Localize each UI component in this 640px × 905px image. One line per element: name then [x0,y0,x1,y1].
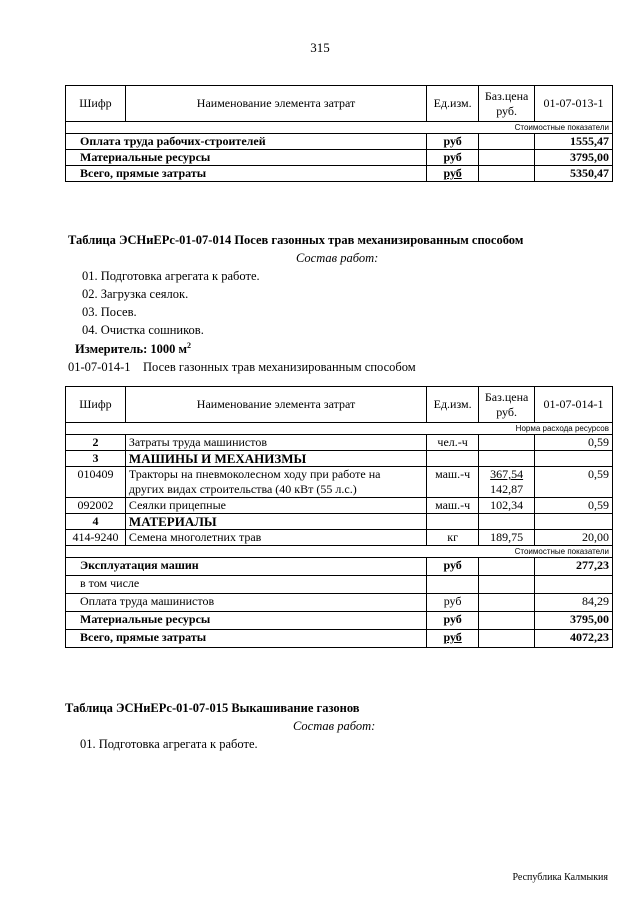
table-row: Эксплуатация машин руб 277,23 [66,558,613,576]
table-row: Оплата труда машинистов руб 84,29 [66,594,613,612]
table-row: в том числе [66,576,613,594]
table-row: 3 МАШИНЫ И МЕХАНИЗМЫ [66,451,613,467]
table-row: 414-9240 Семена многолетних трав кг 189,75 20,00 [66,530,613,546]
work-item: 03. Посев. [82,305,137,319]
table-row: Материальные ресурсы руб 3795,00 [66,150,613,166]
header-price: Баз.цена руб. [479,387,535,423]
band-cost: Стоимостные показатели [66,546,613,558]
table-row: 2 Затраты труда машинистов чел.-ч 0,59 [66,435,613,451]
table-title-014: Таблица ЭСНиЕРс-01-07-014 Посев газонных трав механизированным способом [68,233,524,247]
band-cost: Стоимостные показатели [66,122,613,134]
work-composition-label: Состав работ: [296,251,379,265]
header-unit: Ед.изм. [427,387,479,423]
work-item: 02. Загрузка сеялок. [82,287,189,301]
table-row: Материальные ресурсы руб 3795,00 [66,612,613,630]
measure-unit: Измеритель: 1000 $м^2$ [75,341,192,357]
cost-table-013 [65,85,613,182]
header-code: Шифр [66,86,126,122]
header-name: Наименование элемента затрат [125,387,426,423]
footer-region: Республика Калмыкия [512,872,608,883]
table-row: 4 МАТЕРИАЛЫ [66,514,613,530]
cost-table-014 [65,386,613,648]
table-row: Всего, прямые затраты руб 4072,23 [66,630,613,648]
header-name: Наименование элемента затрат [125,86,426,122]
norm-code-line: 01-07-014-1 Посев газонных трав механизированным способом [68,360,416,374]
work-item: 01. Подготовка агрегата к работе. [80,737,258,751]
header-unit: Ед.изм. [427,86,479,122]
work-item: 01. Подготовка агрегата к работе. [82,269,260,283]
table-title-015: Таблица ЭСНиЕРс-01-07-015 Выкашивание газонов [65,701,360,715]
table-row: 092002 Сеялки прицепные маш.-ч 102,34 0,59 [66,498,613,514]
header-price: Баз.цена руб. [479,86,535,122]
header-id: 01-07-014-1 [535,387,613,423]
band-norm: Норма расхода ресурсов [66,423,613,435]
table-row: Оплата труда рабочих-строителей руб 1555,47 [66,134,613,150]
header-id: 01-07-013-1 [535,86,613,122]
work-item: 04. Очистка сошников. [82,323,204,337]
header-code: Шифр [66,387,126,423]
table-row: 010409 Тракторы на пневмоколесном ходу при работе на других видах строительства (40 кВт (55 л.с.) маш.-ч 367,54 142,87 0,59 [66,467,613,498]
table-row: Всего, прямые затраты руб 5350,47 [66,166,613,182]
page-number: 315 [310,40,330,55]
work-composition-label: Состав работ: [293,719,376,733]
